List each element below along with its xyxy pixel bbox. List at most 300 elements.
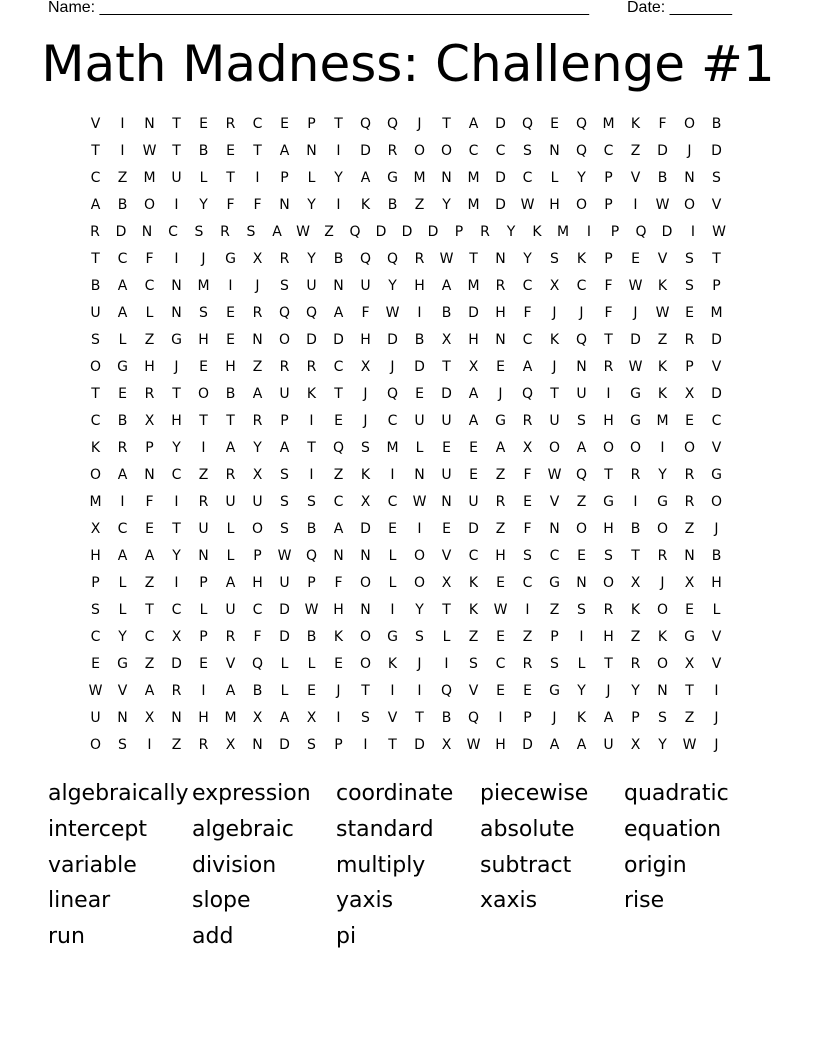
- grid-letter[interactable]: M: [386, 440, 399, 456]
- grid-letter[interactable]: I: [390, 467, 395, 483]
- grid-letter[interactable]: G: [387, 629, 398, 645]
- grid-letter[interactable]: O: [710, 494, 723, 510]
- grid-letter[interactable]: N: [171, 710, 182, 726]
- grid-letter[interactable]: J: [687, 143, 692, 159]
- grid-letter[interactable]: I: [444, 656, 449, 672]
- grid-letter[interactable]: I: [586, 224, 592, 240]
- grid-letter[interactable]: X: [441, 575, 452, 591]
- grid-letter[interactable]: R: [387, 143, 398, 159]
- grid-letter[interactable]: Y: [172, 548, 181, 564]
- grid-letter[interactable]: F: [334, 575, 343, 591]
- grid-letter[interactable]: X: [306, 710, 317, 726]
- date-field[interactable]: Date: _______: [627, 0, 732, 16]
- grid-letter[interactable]: N: [549, 143, 560, 159]
- grid-letter[interactable]: Z: [684, 521, 695, 537]
- grid-letter[interactable]: V: [117, 683, 128, 699]
- grid-letter[interactable]: M: [197, 278, 210, 294]
- grid-letter[interactable]: C: [522, 170, 533, 186]
- grid-letter[interactable]: N: [333, 548, 344, 564]
- grid-letter[interactable]: E: [91, 656, 100, 672]
- grid-letter[interactable]: J: [552, 359, 557, 375]
- grid-letter[interactable]: J: [363, 386, 368, 402]
- grid-letter[interactable]: C: [144, 278, 155, 294]
- grid-letter[interactable]: X: [144, 710, 155, 726]
- grid-letter[interactable]: Z: [468, 629, 479, 645]
- grid-letter[interactable]: Y: [172, 440, 181, 456]
- grid-letter[interactable]: R: [414, 251, 425, 267]
- grid-letter[interactable]: I: [390, 602, 395, 618]
- grid-letter[interactable]: Z: [252, 359, 263, 375]
- grid-letter[interactable]: E: [469, 440, 478, 456]
- grid-letter[interactable]: P: [307, 575, 316, 591]
- grid-letter[interactable]: L: [226, 521, 235, 537]
- grid-letter[interactable]: N: [252, 332, 263, 348]
- grid-letter[interactable]: W: [493, 602, 508, 618]
- grid-letter[interactable]: E: [685, 305, 694, 321]
- grid-letter[interactable]: R: [603, 359, 614, 375]
- grid-letter[interactable]: W: [88, 683, 103, 699]
- grid-letter[interactable]: C: [576, 278, 587, 294]
- grid-letter[interactable]: X: [144, 413, 155, 429]
- grid-letter[interactable]: E: [334, 656, 343, 672]
- grid-letter[interactable]: A: [333, 521, 344, 537]
- grid-letter[interactable]: B: [711, 116, 722, 132]
- grid-letter[interactable]: U: [603, 737, 614, 753]
- grid-letter[interactable]: Y: [415, 602, 424, 618]
- grid-letter[interactable]: I: [336, 710, 341, 726]
- grid-letter[interactable]: A: [90, 197, 101, 213]
- grid-letter[interactable]: C: [549, 548, 560, 564]
- grid-letter[interactable]: E: [199, 656, 208, 672]
- grid-letter[interactable]: E: [631, 251, 640, 267]
- grid-letter[interactable]: M: [467, 170, 480, 186]
- grid-letter[interactable]: D: [387, 332, 398, 348]
- grid-letter[interactable]: O: [656, 521, 669, 537]
- grid-letter[interactable]: O: [278, 332, 291, 348]
- grid-letter[interactable]: H: [711, 575, 722, 591]
- grid-letter[interactable]: O: [683, 197, 696, 213]
- grid-letter[interactable]: J: [714, 710, 719, 726]
- grid-letter[interactable]: Z: [630, 629, 641, 645]
- grid-letter[interactable]: J: [390, 359, 395, 375]
- grid-letter[interactable]: C: [468, 548, 479, 564]
- grid-letter[interactable]: S: [523, 548, 532, 564]
- grid-letter[interactable]: K: [576, 710, 587, 726]
- grid-letter[interactable]: E: [145, 521, 154, 537]
- grid-letter[interactable]: G: [630, 386, 641, 402]
- grid-letter[interactable]: R: [657, 548, 668, 564]
- grid-letter[interactable]: Q: [278, 305, 291, 321]
- grid-letter[interactable]: L: [307, 170, 316, 186]
- grid-letter[interactable]: D: [115, 224, 127, 240]
- grid-letter[interactable]: Q: [359, 116, 372, 132]
- grid-letter[interactable]: K: [657, 278, 668, 294]
- grid-letter[interactable]: Q: [332, 440, 345, 456]
- grid-letter[interactable]: V: [468, 683, 479, 699]
- grid-letter[interactable]: O: [413, 575, 426, 591]
- grid-letter[interactable]: A: [225, 683, 236, 699]
- grid-letter[interactable]: J: [606, 683, 611, 699]
- grid-letter[interactable]: M: [467, 197, 480, 213]
- grid-letter[interactable]: B: [306, 521, 317, 537]
- grid-letter[interactable]: W: [655, 305, 670, 321]
- grid-letter[interactable]: D: [522, 737, 533, 753]
- grid-letter[interactable]: R: [279, 251, 290, 267]
- grid-letter[interactable]: V: [549, 494, 560, 510]
- grid-letter[interactable]: Z: [198, 467, 209, 483]
- grid-letter[interactable]: Z: [144, 656, 155, 672]
- grid-letter[interactable]: E: [550, 116, 559, 132]
- grid-letter[interactable]: O: [359, 656, 372, 672]
- grid-letter[interactable]: A: [279, 143, 290, 159]
- grid-letter[interactable]: P: [199, 575, 208, 591]
- grid-letter[interactable]: E: [442, 440, 451, 456]
- grid-letter[interactable]: Y: [118, 629, 127, 645]
- grid-letter[interactable]: R: [495, 278, 506, 294]
- grid-letter[interactable]: K: [576, 251, 587, 267]
- grid-letter[interactable]: D: [495, 170, 506, 186]
- grid-letter[interactable]: S: [118, 737, 127, 753]
- grid-letter[interactable]: M: [602, 116, 615, 132]
- grid-letter[interactable]: W: [628, 278, 643, 294]
- grid-letter[interactable]: D: [441, 386, 452, 402]
- grid-letter[interactable]: F: [523, 467, 532, 483]
- grid-letter[interactable]: Q: [635, 224, 647, 240]
- grid-letter[interactable]: N: [360, 548, 371, 564]
- grid-letter[interactable]: I: [255, 170, 260, 186]
- grid-letter[interactable]: O: [89, 467, 102, 483]
- grid-letter[interactable]: N: [684, 170, 695, 186]
- grid-letter[interactable]: N: [549, 521, 560, 537]
- grid-letter[interactable]: B: [441, 305, 452, 321]
- grid-letter[interactable]: H: [603, 521, 614, 537]
- grid-letter[interactable]: X: [441, 737, 452, 753]
- grid-letter[interactable]: B: [711, 548, 722, 564]
- grid-letter[interactable]: N: [306, 143, 317, 159]
- grid-letter[interactable]: F: [253, 629, 262, 645]
- grid-letter[interactable]: K: [360, 197, 371, 213]
- grid-letter[interactable]: V: [711, 359, 722, 375]
- grid-letter[interactable]: S: [361, 710, 370, 726]
- grid-letter[interactable]: U: [90, 305, 101, 321]
- grid-letter[interactable]: H: [495, 737, 506, 753]
- grid-letter[interactable]: E: [685, 413, 694, 429]
- grid-letter[interactable]: L: [226, 548, 235, 564]
- grid-letter[interactable]: I: [498, 710, 503, 726]
- grid-letter[interactable]: L: [550, 170, 559, 186]
- grid-letter[interactable]: I: [174, 251, 179, 267]
- grid-letter[interactable]: K: [468, 602, 479, 618]
- grid-letter[interactable]: O: [89, 737, 102, 753]
- grid-letter[interactable]: L: [118, 575, 127, 591]
- grid-letter[interactable]: D: [360, 143, 371, 159]
- grid-letter[interactable]: T: [334, 386, 343, 402]
- grid-letter[interactable]: R: [171, 683, 182, 699]
- grid-letter[interactable]: B: [117, 413, 128, 429]
- grid-letter[interactable]: I: [174, 575, 179, 591]
- grid-letter[interactable]: A: [522, 359, 533, 375]
- grid-letter[interactable]: X: [630, 575, 641, 591]
- grid-letter[interactable]: G: [171, 332, 182, 348]
- grid-letter[interactable]: Q: [575, 116, 588, 132]
- grid-letter[interactable]: C: [603, 143, 614, 159]
- grid-letter[interactable]: B: [414, 332, 425, 348]
- grid-letter[interactable]: V: [225, 656, 236, 672]
- grid-letter[interactable]: C: [252, 602, 263, 618]
- grid-letter[interactable]: R: [630, 656, 641, 672]
- grid-letter[interactable]: J: [363, 413, 368, 429]
- grid-letter[interactable]: J: [714, 737, 719, 753]
- grid-letter[interactable]: T: [550, 386, 559, 402]
- grid-letter[interactable]: S: [685, 278, 694, 294]
- grid-letter[interactable]: Q: [575, 332, 588, 348]
- grid-letter[interactable]: N: [441, 494, 452, 510]
- grid-letter[interactable]: P: [604, 170, 613, 186]
- grid-letter[interactable]: Z: [144, 332, 155, 348]
- grid-letter[interactable]: C: [522, 332, 533, 348]
- grid-letter[interactable]: H: [171, 413, 182, 429]
- grid-letter[interactable]: C: [495, 143, 506, 159]
- grid-letter[interactable]: O: [656, 602, 669, 618]
- grid-letter[interactable]: E: [442, 521, 451, 537]
- grid-letter[interactable]: D: [657, 143, 668, 159]
- grid-letter[interactable]: U: [468, 494, 479, 510]
- grid-letter[interactable]: H: [252, 575, 263, 591]
- grid-letter[interactable]: U: [252, 494, 263, 510]
- grid-letter[interactable]: Q: [349, 224, 361, 240]
- grid-letter[interactable]: O: [602, 440, 615, 456]
- grid-letter[interactable]: R: [684, 332, 695, 348]
- grid-letter[interactable]: C: [171, 602, 182, 618]
- grid-letter[interactable]: L: [442, 629, 451, 645]
- grid-letter[interactable]: N: [576, 359, 587, 375]
- grid-letter[interactable]: C: [711, 413, 722, 429]
- grid-letter[interactable]: K: [90, 440, 101, 456]
- grid-letter[interactable]: Z: [684, 710, 695, 726]
- grid-letter[interactable]: J: [579, 305, 584, 321]
- grid-letter[interactable]: I: [417, 305, 422, 321]
- grid-letter[interactable]: D: [711, 143, 722, 159]
- grid-letter[interactable]: L: [577, 656, 586, 672]
- grid-letter[interactable]: W: [142, 143, 157, 159]
- grid-letter[interactable]: O: [548, 440, 561, 456]
- grid-letter[interactable]: U: [171, 170, 182, 186]
- grid-letter[interactable]: I: [228, 278, 233, 294]
- grid-letter[interactable]: Z: [549, 602, 560, 618]
- grid-letter[interactable]: A: [117, 548, 128, 564]
- grid-letter[interactable]: X: [468, 359, 479, 375]
- grid-letter[interactable]: L: [280, 656, 289, 672]
- grid-letter[interactable]: M: [710, 305, 723, 321]
- grid-letter[interactable]: H: [495, 548, 506, 564]
- grid-letter[interactable]: I: [660, 440, 665, 456]
- grid-letter[interactable]: W: [296, 224, 310, 240]
- grid-letter[interactable]: G: [711, 467, 722, 483]
- grid-letter[interactable]: U: [279, 575, 290, 591]
- word-search-grid[interactable]: [82, 113, 732, 761]
- grid-letter[interactable]: D: [401, 224, 413, 240]
- grid-letter[interactable]: T: [172, 521, 181, 537]
- grid-letter[interactable]: Y: [658, 467, 667, 483]
- grid-letter[interactable]: G: [657, 494, 668, 510]
- grid-letter[interactable]: A: [576, 737, 587, 753]
- grid-letter[interactable]: V: [711, 440, 722, 456]
- grid-letter[interactable]: Y: [334, 170, 343, 186]
- grid-letter[interactable]: T: [199, 413, 208, 429]
- grid-letter[interactable]: M: [224, 710, 237, 726]
- grid-letter[interactable]: Q: [575, 143, 588, 159]
- grid-letter[interactable]: I: [579, 629, 584, 645]
- grid-letter[interactable]: W: [655, 197, 670, 213]
- grid-letter[interactable]: L: [307, 656, 316, 672]
- grid-letter[interactable]: N: [171, 305, 182, 321]
- grid-letter[interactable]: T: [361, 683, 370, 699]
- grid-letter[interactable]: C: [522, 575, 533, 591]
- grid-letter[interactable]: E: [118, 386, 127, 402]
- grid-letter[interactable]: X: [171, 629, 182, 645]
- grid-letter[interactable]: L: [118, 602, 127, 618]
- grid-letter[interactable]: D: [711, 332, 722, 348]
- grid-letter[interactable]: K: [532, 224, 542, 240]
- grid-letter[interactable]: Z: [324, 224, 334, 240]
- grid-letter[interactable]: U: [360, 278, 371, 294]
- grid-letter[interactable]: C: [90, 629, 101, 645]
- grid-letter[interactable]: R: [252, 305, 263, 321]
- grid-letter[interactable]: O: [575, 521, 588, 537]
- grid-letter[interactable]: Q: [386, 251, 399, 267]
- grid-letter[interactable]: A: [576, 440, 587, 456]
- grid-letter[interactable]: D: [661, 224, 673, 240]
- grid-letter[interactable]: P: [334, 737, 343, 753]
- grid-letter[interactable]: G: [495, 413, 506, 429]
- grid-letter[interactable]: N: [576, 575, 587, 591]
- grid-letter[interactable]: C: [90, 170, 101, 186]
- grid-letter[interactable]: K: [630, 602, 641, 618]
- grid-letter[interactable]: X: [90, 521, 101, 537]
- grid-letter[interactable]: B: [387, 197, 398, 213]
- grid-letter[interactable]: N: [279, 197, 290, 213]
- grid-letter[interactable]: O: [359, 575, 372, 591]
- grid-letter[interactable]: D: [495, 197, 506, 213]
- grid-letter[interactable]: N: [360, 602, 371, 618]
- grid-letter[interactable]: I: [606, 386, 611, 402]
- grid-letter[interactable]: P: [280, 413, 289, 429]
- grid-letter[interactable]: L: [712, 602, 721, 618]
- grid-letter[interactable]: T: [388, 737, 397, 753]
- grid-letter[interactable]: X: [630, 737, 641, 753]
- grid-letter[interactable]: R: [117, 440, 128, 456]
- grid-letter[interactable]: O: [413, 143, 426, 159]
- grid-letter[interactable]: C: [387, 413, 398, 429]
- grid-letter[interactable]: J: [174, 359, 179, 375]
- grid-letter[interactable]: E: [496, 683, 505, 699]
- grid-letter[interactable]: I: [336, 143, 341, 159]
- grid-letter[interactable]: U: [279, 386, 290, 402]
- grid-letter[interactable]: W: [682, 737, 697, 753]
- grid-letter[interactable]: B: [306, 629, 317, 645]
- grid-letter[interactable]: U: [414, 413, 425, 429]
- grid-letter[interactable]: T: [172, 386, 181, 402]
- grid-letter[interactable]: C: [522, 278, 533, 294]
- grid-letter[interactable]: U: [441, 413, 452, 429]
- grid-letter[interactable]: S: [199, 305, 208, 321]
- grid-letter[interactable]: P: [307, 116, 316, 132]
- grid-letter[interactable]: C: [495, 656, 506, 672]
- grid-letter[interactable]: R: [225, 467, 236, 483]
- grid-letter[interactable]: U: [306, 278, 317, 294]
- grid-letter[interactable]: N: [495, 332, 506, 348]
- grid-letter[interactable]: D: [171, 656, 182, 672]
- grid-letter[interactable]: N: [117, 710, 128, 726]
- grid-letter[interactable]: M: [89, 494, 102, 510]
- grid-letter[interactable]: P: [199, 629, 208, 645]
- grid-letter[interactable]: D: [468, 305, 479, 321]
- grid-letter[interactable]: H: [603, 629, 614, 645]
- grid-letter[interactable]: O: [440, 143, 453, 159]
- grid-letter[interactable]: P: [523, 710, 532, 726]
- grid-letter[interactable]: V: [711, 629, 722, 645]
- grid-letter[interactable]: B: [117, 197, 128, 213]
- grid-letter[interactable]: H: [603, 413, 614, 429]
- grid-letter[interactable]: F: [361, 305, 370, 321]
- grid-letter[interactable]: J: [498, 386, 503, 402]
- grid-letter[interactable]: R: [198, 737, 209, 753]
- grid-letter[interactable]: S: [280, 521, 289, 537]
- grid-letter[interactable]: Q: [386, 116, 399, 132]
- grid-letter[interactable]: R: [306, 359, 317, 375]
- grid-letter[interactable]: T: [307, 440, 316, 456]
- grid-letter[interactable]: U: [225, 602, 236, 618]
- grid-letter[interactable]: W: [412, 494, 427, 510]
- grid-letter[interactable]: A: [360, 170, 371, 186]
- grid-letter[interactable]: V: [630, 170, 641, 186]
- grid-letter[interactable]: P: [91, 575, 100, 591]
- grid-letter[interactable]: F: [145, 251, 154, 267]
- grid-letter[interactable]: J: [552, 710, 557, 726]
- grid-letter[interactable]: T: [442, 602, 451, 618]
- grid-letter[interactable]: E: [280, 116, 289, 132]
- grid-letter[interactable]: C: [168, 224, 178, 240]
- grid-letter[interactable]: I: [363, 737, 368, 753]
- grid-letter[interactable]: H: [414, 278, 425, 294]
- grid-letter[interactable]: J: [714, 521, 719, 537]
- grid-letter[interactable]: E: [496, 359, 505, 375]
- grid-letter[interactable]: A: [225, 440, 236, 456]
- grid-letter[interactable]: T: [604, 332, 613, 348]
- grid-letter[interactable]: Y: [506, 224, 516, 240]
- grid-letter[interactable]: U: [225, 494, 236, 510]
- grid-letter[interactable]: Y: [631, 683, 640, 699]
- grid-letter[interactable]: G: [549, 575, 560, 591]
- grid-letter[interactable]: N: [657, 683, 668, 699]
- grid-letter[interactable]: P: [610, 224, 620, 240]
- grid-letter[interactable]: I: [147, 737, 152, 753]
- grid-letter[interactable]: I: [120, 494, 125, 510]
- grid-letter[interactable]: K: [630, 116, 641, 132]
- grid-letter[interactable]: X: [225, 737, 236, 753]
- grid-letter[interactable]: S: [415, 629, 424, 645]
- grid-letter[interactable]: J: [417, 116, 422, 132]
- grid-letter[interactable]: D: [333, 332, 344, 348]
- grid-letter[interactable]: X: [360, 494, 371, 510]
- grid-letter[interactable]: Y: [307, 197, 316, 213]
- grid-letter[interactable]: E: [388, 521, 397, 537]
- grid-letter[interactable]: T: [442, 359, 451, 375]
- grid-letter[interactable]: H: [333, 602, 344, 618]
- grid-letter[interactable]: S: [550, 656, 559, 672]
- grid-letter[interactable]: O: [359, 629, 372, 645]
- grid-letter[interactable]: Q: [251, 656, 264, 672]
